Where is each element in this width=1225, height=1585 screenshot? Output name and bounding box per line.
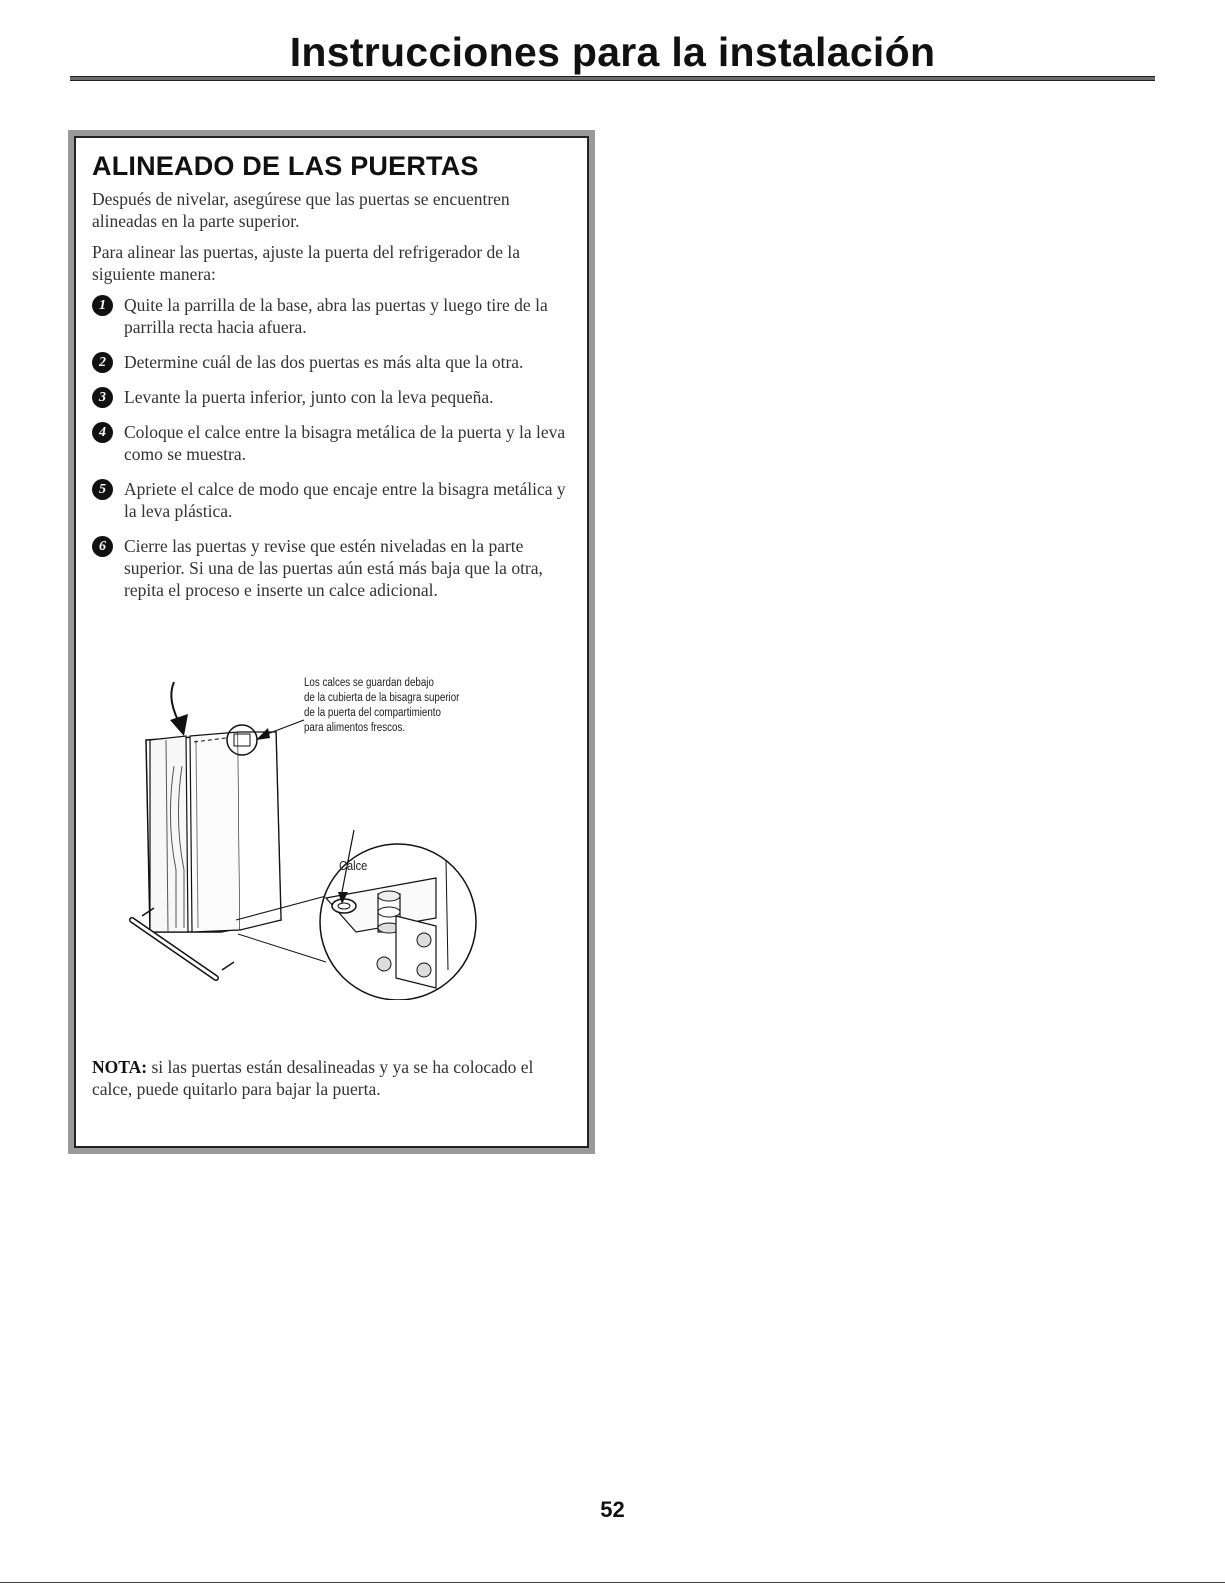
intro-paragraph-2: Para alinear las puertas, ajuste la puerta del refrigerador de la siguiente manera: — [92, 242, 521, 284]
note-label: NOTA: — [92, 1057, 148, 1077]
step-text: Cierre las puertas y revise que estén niveladas en la parte superior. Si una de las puertas aún está más baja que la otra, repita el proceso e inserte un calce adicional. — [124, 536, 543, 600]
note-paragraph — [92, 1056, 562, 1100]
panel-content — [92, 150, 572, 614]
step-text: Quite la parrilla de la base, abra las puertas y luego tire de la parrilla recta hacia afuera. — [124, 295, 548, 337]
bottom-rule — [0, 1582, 1225, 1583]
step-number-badge: 6 — [92, 536, 113, 557]
step-item — [92, 351, 572, 373]
step-text: Levante la puerta inferior, junto con la leva pequeña. — [124, 387, 494, 407]
step-number-badge: 5 — [92, 479, 113, 500]
step-text: Coloque el calce entre la bisagra metálica de la puerta y la leva como se muestra. — [124, 422, 566, 464]
door-alignment-panel — [74, 136, 589, 1148]
header-rule — [70, 76, 1155, 81]
step-item — [92, 478, 572, 522]
note-text: si las puertas están desalineadas y ya se ha colocado el calce, puede quitarlo para bajar la puerta. — [92, 1057, 534, 1099]
step-item — [92, 386, 572, 408]
step-number-badge: 2 — [92, 352, 113, 373]
page-title: Instrucciones para la instalación — [289, 29, 936, 75]
storage-callout: Los calces se guardan debajo de la cubierta de la bisagra superior de la puerta del compartimiento para alimentos frescos. — [304, 677, 460, 734]
step-number-badge: 4 — [92, 422, 113, 443]
step-item — [92, 421, 572, 465]
intro-paragraph-1: Después de nivelar, asegúrese que las puertas se encuentren alineadas en la parte superior. — [92, 189, 510, 231]
shim-callout: Calce — [339, 858, 368, 873]
step-text: Apriete el calce de modo que encaje entre la bisagra metálica y la leva plástica. — [124, 479, 566, 521]
step-text: Determine cuál de las dos puertas es más alta que la otra. — [124, 352, 524, 372]
step-item — [92, 535, 572, 601]
section-title: ALINEADO DE LAS PUERTAS — [92, 151, 479, 181]
page-header — [70, 28, 1155, 76]
step-number-badge: 1 — [92, 295, 113, 316]
step-number-badge: 3 — [92, 387, 113, 408]
steps-list — [92, 294, 572, 601]
step-item — [92, 294, 572, 338]
page-number: 52 — [600, 1497, 625, 1522]
